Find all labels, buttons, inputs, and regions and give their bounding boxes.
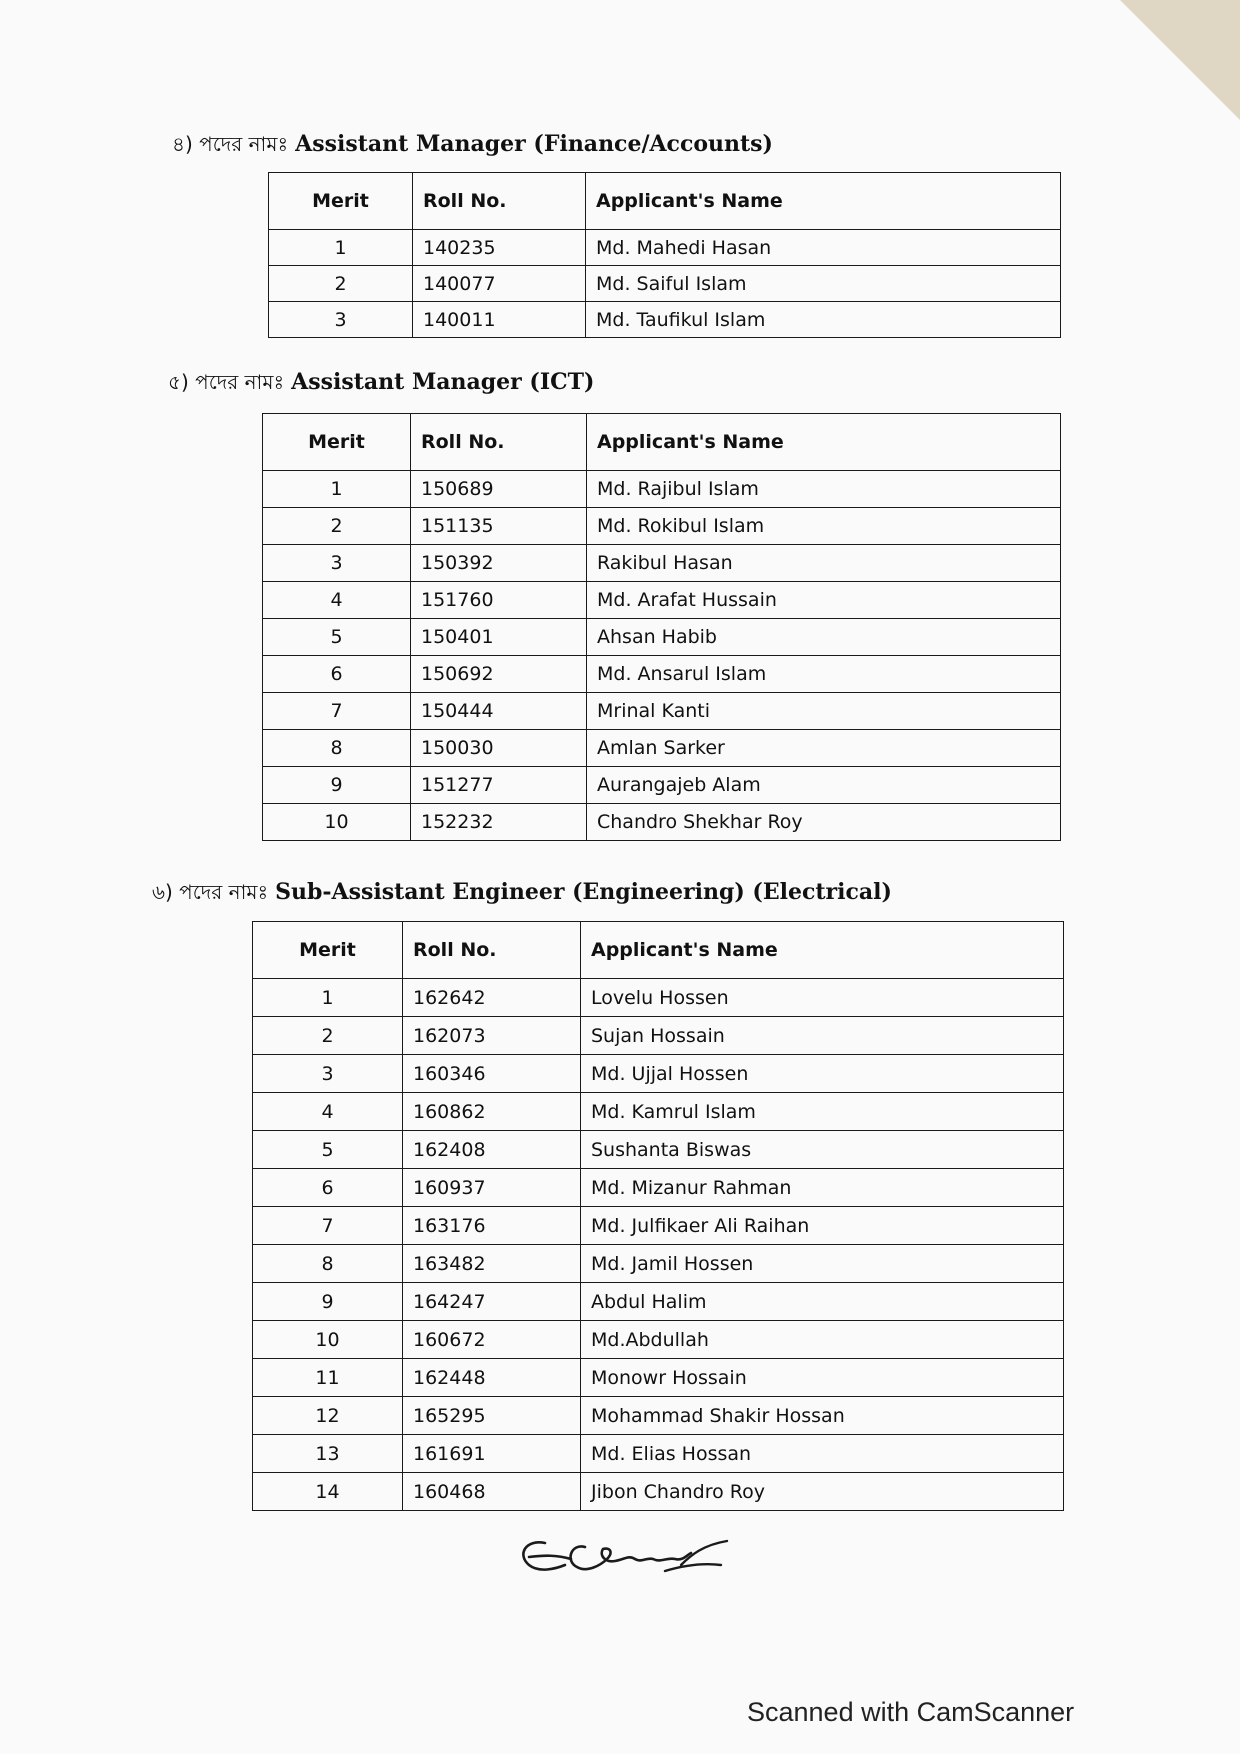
name-cell: Sushanta Biswas (581, 1131, 1064, 1169)
table-row (263, 656, 1061, 693)
name-cell: Md. Ujjal Hossen (581, 1055, 1064, 1093)
roll-cell: 150692 (411, 656, 587, 693)
name-cell: Amlan Sarker (587, 730, 1061, 767)
name-cell: Mrinal Kanti (587, 693, 1061, 730)
merit-cell: 1 (269, 230, 413, 266)
table-row (253, 1283, 1064, 1321)
merit-cell: 8 (253, 1245, 403, 1283)
name-cell: Monowr Hossain (581, 1359, 1064, 1397)
merit-cell: 10 (253, 1321, 403, 1359)
name-cell: Rakibul Hasan (587, 545, 1061, 582)
name-cell: Chandro Shekhar Roy (587, 804, 1061, 841)
merit-cell: 9 (253, 1283, 403, 1321)
name-cell: Mohammad Shakir Hossan (581, 1397, 1064, 1435)
name-cell: Md. Julfikaer Ali Raihan (581, 1207, 1064, 1245)
roll-cell: 162408 (403, 1131, 581, 1169)
merit-cell: 2 (269, 266, 413, 302)
table-row (253, 1359, 1064, 1397)
column-header-roll: Roll No. (403, 922, 581, 979)
merit-cell: 3 (253, 1055, 403, 1093)
merit-cell: 13 (253, 1435, 403, 1473)
column-header-merit: Merit (253, 922, 403, 979)
section-prefix: ৬) পদের নামঃ (152, 880, 269, 904)
table-row (253, 1473, 1064, 1511)
name-cell: Md. Rajibul Islam (587, 471, 1061, 508)
name-cell: Sujan Hossain (581, 1017, 1064, 1055)
name-cell: Md. Elias Hossan (581, 1435, 1064, 1473)
merit-cell: 4 (263, 582, 411, 619)
roll-cell: 140077 (413, 266, 586, 302)
name-cell: Abdul Halim (581, 1283, 1064, 1321)
name-cell: Md.Abdullah (581, 1321, 1064, 1359)
column-header-merit: Merit (269, 173, 413, 230)
column-header-roll: Roll No. (411, 414, 587, 471)
table-row (263, 730, 1061, 767)
name-cell: Ahsan Habib (587, 619, 1061, 656)
merit-table-electrical (252, 921, 1064, 1511)
roll-cell: 162448 (403, 1359, 581, 1397)
column-header-name: Applicant's Name (581, 922, 1064, 979)
roll-cell: 151135 (411, 508, 587, 545)
table-row (269, 302, 1061, 338)
name-cell: Aurangajeb Alam (587, 767, 1061, 804)
merit-cell: 7 (263, 693, 411, 730)
name-cell: Md. Arafat Hussain (587, 582, 1061, 619)
section-prefix: ৪) পদের নামঃ (172, 132, 289, 156)
name-cell: Md. Jamil Hossen (581, 1245, 1064, 1283)
column-header-merit: Merit (263, 414, 411, 471)
merit-cell: 1 (253, 979, 403, 1017)
roll-cell: 162073 (403, 1017, 581, 1055)
roll-cell: 150030 (411, 730, 587, 767)
column-header-name: Applicant's Name (586, 173, 1061, 230)
name-cell: Md. Rokibul Islam (587, 508, 1061, 545)
table-row (263, 767, 1061, 804)
roll-cell: 150392 (411, 545, 587, 582)
merit-cell: 10 (263, 804, 411, 841)
column-header-name: Applicant's Name (587, 414, 1061, 471)
table-row (253, 1017, 1064, 1055)
name-cell: Md. Ansarul Islam (587, 656, 1061, 693)
name-cell: Jibon Chandro Roy (581, 1473, 1064, 1511)
roll-cell: 151277 (411, 767, 587, 804)
name-cell: Md. Taufikul Islam (586, 302, 1061, 338)
roll-cell: 140235 (413, 230, 586, 266)
name-cell: Md. Saiful Islam (586, 266, 1061, 302)
merit-cell: 9 (263, 767, 411, 804)
section-title-finance (172, 130, 773, 163)
table-row (253, 1207, 1064, 1245)
roll-cell: 165295 (403, 1397, 581, 1435)
roll-cell: 160346 (403, 1055, 581, 1093)
signature (515, 1525, 730, 1585)
roll-cell: 151760 (411, 582, 587, 619)
table-row (263, 693, 1061, 730)
roll-cell: 163176 (403, 1207, 581, 1245)
merit-cell: 4 (253, 1093, 403, 1131)
roll-cell: 150689 (411, 471, 587, 508)
name-cell: Lovelu Hossen (581, 979, 1064, 1017)
table-row (269, 266, 1061, 302)
table-row (253, 1245, 1064, 1283)
post-name: Sub-Assistant Engineer (Engineering) (Electrical) (275, 879, 892, 905)
table-row (253, 1055, 1064, 1093)
roll-cell: 161691 (403, 1435, 581, 1473)
table-row (253, 1131, 1064, 1169)
merit-cell: 11 (253, 1359, 403, 1397)
merit-table-finance (268, 172, 1061, 338)
table-row (253, 979, 1064, 1017)
table-row (253, 1397, 1064, 1435)
merit-cell: 1 (263, 471, 411, 508)
roll-cell: 160672 (403, 1321, 581, 1359)
table-row (253, 1321, 1064, 1359)
merit-table-ict (262, 413, 1061, 841)
roll-cell: 164247 (403, 1283, 581, 1321)
table-row (253, 1169, 1064, 1207)
merit-cell: 2 (263, 508, 411, 545)
table-row (263, 582, 1061, 619)
roll-cell: 162642 (403, 979, 581, 1017)
table-row (263, 471, 1061, 508)
name-cell: Md. Mizanur Rahman (581, 1169, 1064, 1207)
table-row (263, 508, 1061, 545)
merit-cell: 5 (263, 619, 411, 656)
section-title-electrical (152, 878, 892, 911)
roll-cell: 160937 (403, 1169, 581, 1207)
table-row (263, 804, 1061, 841)
section-title-ict (168, 368, 594, 401)
scanner-watermark: Scanned with CamScanner (747, 1697, 1075, 1727)
post-name: Assistant Manager (Finance/Accounts) (295, 131, 773, 157)
merit-cell: 14 (253, 1473, 403, 1511)
table-row (253, 1435, 1064, 1473)
name-cell: Md. Kamrul Islam (581, 1093, 1064, 1131)
roll-cell: 150401 (411, 619, 587, 656)
roll-cell: 160862 (403, 1093, 581, 1131)
column-header-roll: Roll No. (413, 173, 586, 230)
roll-cell: 150444 (411, 693, 587, 730)
merit-cell: 6 (263, 656, 411, 693)
table-row (269, 230, 1061, 266)
merit-cell: 7 (253, 1207, 403, 1245)
merit-cell: 2 (253, 1017, 403, 1055)
merit-cell: 6 (253, 1169, 403, 1207)
merit-cell: 5 (253, 1131, 403, 1169)
table-row (263, 619, 1061, 656)
roll-cell: 163482 (403, 1245, 581, 1283)
roll-cell: 160468 (403, 1473, 581, 1511)
page-corner-fold (1120, 0, 1240, 120)
section-prefix: ৫) পদের নামঃ (168, 370, 285, 394)
merit-cell: 3 (263, 545, 411, 582)
post-name: Assistant Manager (ICT) (291, 369, 595, 395)
name-cell: Md. Mahedi Hasan (586, 230, 1061, 266)
table-row (263, 545, 1061, 582)
roll-cell: 140011 (413, 302, 586, 338)
merit-cell: 12 (253, 1397, 403, 1435)
roll-cell: 152232 (411, 804, 587, 841)
table-row (253, 1093, 1064, 1131)
merit-cell: 3 (269, 302, 413, 338)
merit-cell: 8 (263, 730, 411, 767)
